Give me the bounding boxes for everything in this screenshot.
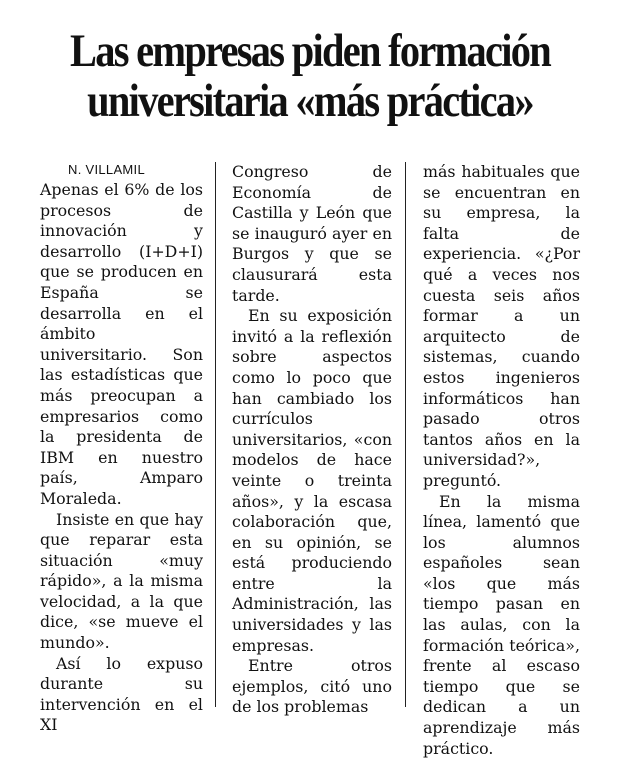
column-1-paragraph-3: Así lo expuso durante su intervención en el XI [40, 654, 203, 736]
byline: N. VILLAMIL [40, 162, 203, 178]
column-2-paragraph-3: Entre otros ejemplos, citó uno de los problemas [232, 656, 392, 718]
article-column-1 [40, 162, 203, 736]
article-column-2 [232, 162, 392, 718]
headline-line-1: Las empresas piden formación [43, 26, 576, 76]
column-1-paragraph-1: Apenas el 6% de los procesos de innovación y desarrollo (I+D+I) que se producen en España se desarrolla en el ámbito universitario. Son las estadísticas que más preocupan a empresarios como la presidenta de IBM en nuestro país, Amparo Moraleda. [40, 180, 203, 510]
headline [43, 26, 576, 126]
column-divider-1 [215, 162, 216, 707]
column-1-paragraph-2: Insiste en que hay que reparar esta situación «muy rápido», a la misma velocidad, a la que dice, «se mueve el mundo». [40, 510, 203, 654]
column-2-paragraph-2: En su exposición invitó a la reflexión sobre aspectos como lo poco que han cambiado los currículos universitarios, «con modelos de hace veinte o treinta años», y la escasa colaboración que, en su opinión, se está produciendo entre la Administración, las universidades y las empresas. [232, 306, 392, 656]
column-2-paragraph-1: Congreso de Economía de Castilla y León que se inauguró ayer en Burgos y que se clausurará esta tarde. [232, 162, 392, 306]
headline-line-2: universitaria «más práctica» [43, 76, 576, 126]
column-3-paragraph-2: En la misma línea, lamentó que los alumnos españoles sean «los que más tiempo pasan en las aulas, con la formación teórica», frente al escaso tiempo que se dedican a un aprendizaje más práctico. [423, 492, 580, 759]
column-divider-2 [405, 162, 406, 707]
article-column-3 [423, 162, 580, 759]
column-3-paragraph-1: más habituales que se encuentran en su empresa, la falta de experiencia. «¿Por qué a veces nos cuesta seis años formar a un arquitecto de sistemas, cuando estos ingenieros informáticos han pasado otros tantos años en la universidad?», preguntó. [423, 162, 580, 492]
